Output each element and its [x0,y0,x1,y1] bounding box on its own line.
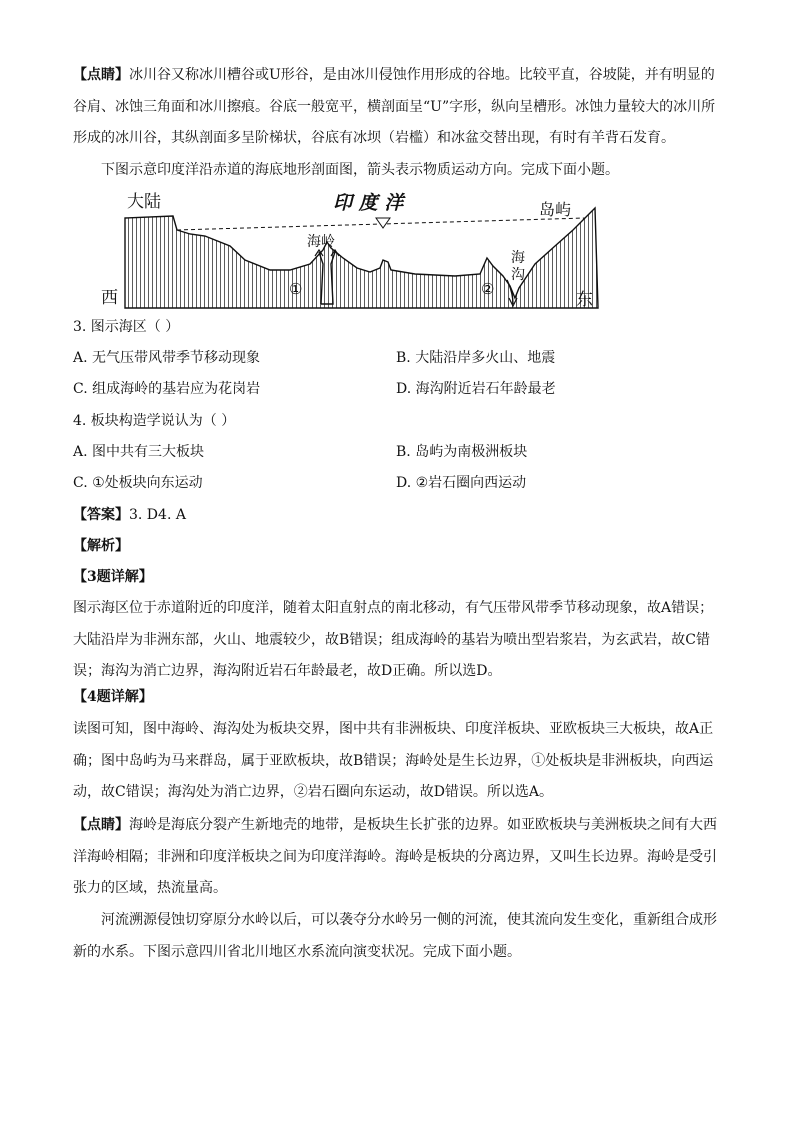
answer-line [73,505,186,525]
q4-stem: 4. 板块构造学说认为（ ） [73,413,236,429]
q3-option-b: B. 大陆沿岸多火山、地震 [396,350,556,366]
q4-option-d: D. ②岩石圈向西运动 [396,475,527,491]
island-label: 岛屿 [539,200,572,219]
ocean-title: 印 度 洋 [333,192,404,214]
q4-option-c: C. ①处板块向东运动 [73,475,203,491]
q3-option-c: C. 组成海岭的基岩应为花岗岩 [73,381,261,397]
tip-paragraph-2 [73,810,723,905]
q3-stem: 3. 图示海区（ ） [73,319,180,335]
answer-tag: 【答案】 [73,507,129,523]
tip2-tag: 【点睛】 [73,817,129,833]
detail-4-tag: 【4题详解】 [73,689,153,705]
seafloor-terrain [125,208,598,308]
mark-1: ① [289,280,303,298]
tip-tag: 【点睛】 [73,67,129,83]
trench-label-2: 沟 [511,267,525,283]
east-label: 东 [576,290,593,310]
seafloor-profile-figure [95,188,605,313]
q3-option-a: A. 无气压带风带季节移动现象 [73,350,261,366]
ridge-label: 海岭 [307,234,335,250]
answer-text: 3. D4. A [129,507,186,523]
continent-label: 大陆 [127,192,161,212]
sea-level-marker-icon [376,218,390,228]
tip2-text: 海岭是海底分裂产生新地壳的地带，是板块生长扩张的边界。如亚欧板块与美洲板块之间有大西洋海岭相隔；非洲和印度洋板块之间为印度洋海岭。海岭是板块的分离边界，又叫生长边界。海岭是受引张力的区域，热流量高。 [73,817,717,896]
q4-option-b: B. 岛屿为南极洲板块 [396,444,528,460]
west-label: 西 [101,288,118,308]
analysis-tag: 【解析】 [73,538,129,554]
detail-3-text: 图示海区位于赤道附近的印度洋，随着太阳直射点的南北移动，有气压带风带季节移动现象，故A错误；大陆沿岸为非洲东部，火山、地震较少，故B错误；组成海岭的基岩为喷出型岩浆岩，为玄武岩，故C错误；海沟为消亡边界，海沟附近岩石年龄最老，故D正确。所以选D。 [73,600,714,679]
question-intro: 下图示意印度洋沿赤道的海底地形剖面图，箭头表示物质运动方向。完成下面小题。 [101,162,619,178]
tip-text: 冰川谷又称冰川槽谷或U形谷，是由冰川侵蚀作用形成的谷地。比较平直，谷坡陡，并有明显的谷肩、冰蚀三角面和冰川擦痕。谷底一般宽平，横剖面呈“U”字形，纵向呈槽形。冰蚀力量较大的冰川所形成的冰川谷，其纵剖面多呈阶梯状，谷底有冰坝（岩槛）和冰盆交替出现，有时有羊背石发育。 [73,67,716,146]
detail-3-tag: 【3题详解】 [73,569,153,585]
mark-2: ② [481,280,495,298]
detail-4-text: 读图可知，图中海岭、海沟处为板块交界，图中共有非洲板块、印度洋板块、亚欧板块三大板块，故A正确；图中岛屿为马来群岛，属于亚欧板块，故B错误；海岭处是生长边界，①处板块是非洲板块，向西运动，故C错误；海沟处为消亡边界，②岩石圈向东运动，故D错误。所以选A。 [73,721,714,800]
q4-option-a: A. 图中共有三大板块 [73,444,205,460]
trench-label-1: 海 [511,250,525,266]
q3-option-d: D. 海沟附近岩石年龄最老 [396,381,556,397]
tip-paragraph-1 [73,60,723,155]
next-intro: 河流溯源侵蚀切穿原分水岭以后，可以袭夺分水岭另一侧的河流，使其流向发生变化，重新组合成形新的水系。下图示意四川省北川地区水系流向演变状况。完成下面小题。 [73,912,717,960]
